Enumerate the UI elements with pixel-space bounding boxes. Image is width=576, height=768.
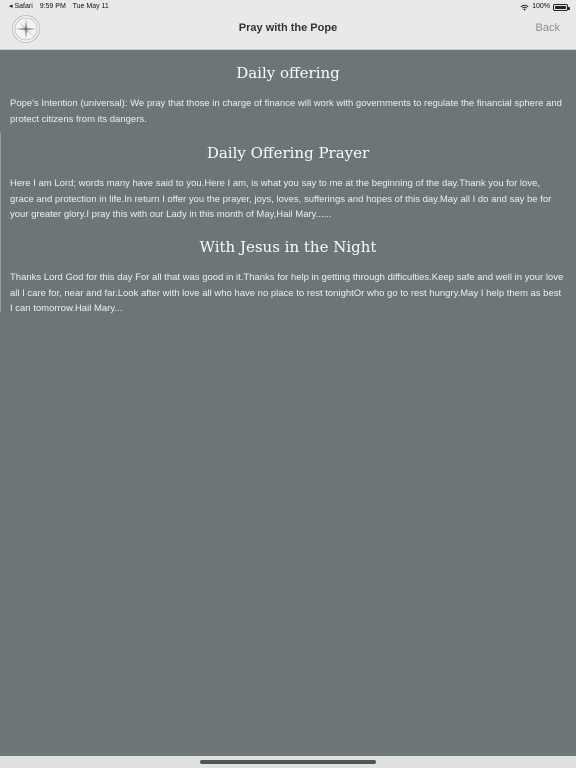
section-body-night-prayer: Thanks Lord God for this day For all that was good in it.Thanks for help in getting through difficulties.Keep safe and well in your love all I care for, near and far.Look after with love all who have no place to rest tonightOr who go to rest hungry.May I help them as best I can tomorrow.Hail Mary... — [10, 272, 564, 314]
back-button[interactable]: Back — [535, 22, 560, 34]
section-heading-daily-offering: Daily offering — [236, 64, 340, 82]
section-body-daily-offering: Pope's Intention (universal): We pray that those in charge of finance will work with governments to regulate the financial sphere and protect citizens from its dangers. — [10, 98, 562, 125]
prayer-content — [0, 50, 576, 756]
status-bar — [0, 0, 576, 14]
battery-icon — [553, 4, 568, 11]
status-left — [9, 0, 114, 14]
battery-percentage: 100% — [532, 3, 550, 10]
page-title: Pray with the Pope — [238, 22, 338, 34]
section-body-daily-offering-prayer: Here I am Lord; words many have said to you.Here I am, is what you say to me at the beginning of the day.Thank you for love, grace and protection in life.In return I offer you the prayer, joys, loves, sufferings and hopes of this day.May all I do and say be for your greater glory.I pray this with our Lady in this month of May,Hail Mary...... — [10, 178, 552, 220]
section-heading-night-prayer: With Jesus in the Night — [199, 238, 377, 256]
status-date: Tue May 11 — [72, 3, 109, 10]
bottom-bar — [0, 756, 576, 768]
navigation-bar — [0, 14, 576, 50]
back-to-app-link[interactable]: ◂ Safari — [9, 3, 33, 10]
section-heading-daily-offering-prayer: Daily Offering Prayer — [206, 144, 370, 162]
status-time: 9:59 PM — [39, 3, 66, 10]
wifi-icon — [520, 4, 529, 11]
home-indicator[interactable] — [200, 760, 376, 764]
status-right — [520, 0, 568, 14]
